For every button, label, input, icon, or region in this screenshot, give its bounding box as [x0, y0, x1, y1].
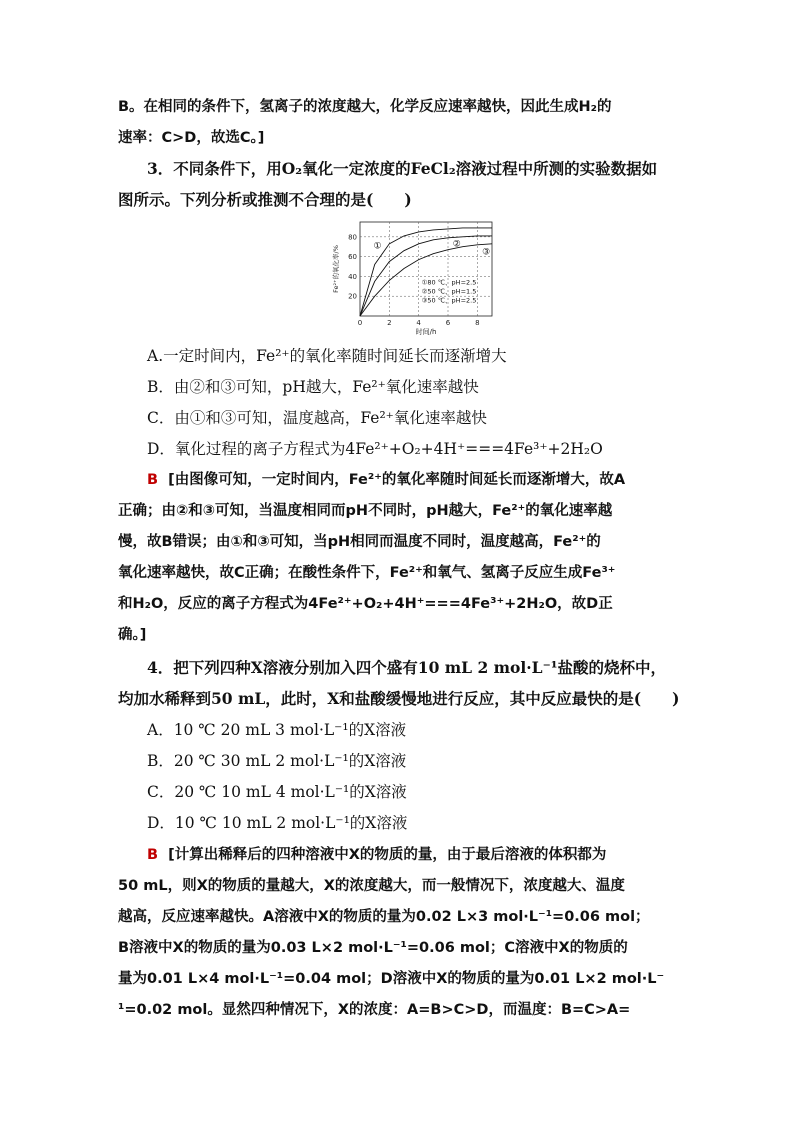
answer-3-letter: B — [147, 472, 159, 488]
answer-4-line-2: 50 mL，则X的物质的量越大，X的浓度越大，而一般情况下，浓度越大、温度 — [118, 878, 625, 894]
oxidation-rate-chart — [330, 216, 500, 336]
answer-4-letter: B — [147, 847, 159, 863]
prev-answer-line-2: 速率：C>D，故选C。] — [118, 130, 265, 146]
question-4-stem-1: 4．把下列四种X溶液分别加入四个盛有10 mL 2 mol·L⁻¹盐酸的烧杯中， — [147, 658, 667, 677]
chart-marks — [360, 228, 492, 316]
legend-entry-1: ①80 ℃、pH=2.5 — [421, 278, 477, 287]
answer-4-line-5: 量为0.01 L×4 mol·L⁻¹=0.04 mol；D溶液中X的物质的量为0.01 L×2 mol·L⁻ — [118, 971, 665, 987]
curve-label-1: ① — [373, 241, 382, 252]
y-tick-label: 40 — [348, 272, 357, 281]
answer-4-line-1 — [147, 844, 606, 866]
answer-4-line-4: B溶液中X的物质的量为0.03 L×2 mol·L⁻¹=0.06 mol；C溶液中X的物质的 — [118, 940, 628, 956]
answer-3-line-2: 正确；由②和③可知，当温度相同而pH不同时，pH越大，Fe²⁺的氧化速率越 — [118, 503, 613, 519]
answer-4-line-6: ¹=0.02 mol。显然四种情况下，X的浓度：A=B>C>D，而温度：B=C>A= — [118, 1002, 631, 1018]
curve-label-2: ② — [452, 239, 461, 250]
x-tick-label: 4 — [416, 319, 421, 327]
option-4-b: B．20 ℃ 30 mL 2 mol·L⁻¹的X溶液 — [147, 752, 407, 770]
question-4-stem-2: 均加水稀释到50 mL，此时，X和盐酸缓慢地进行反应，其中反应最快的是( ) — [118, 689, 680, 708]
option-3-a: A.一定时间内，Fe²⁺的氧化率随时间延长而逐渐增大 — [147, 347, 507, 365]
question-3-stem-1: 3．不同条件下，用O₂氧化一定浓度的FeCl₂溶液过程中所测的实验数据如 — [147, 159, 658, 178]
x-tick-label: 0 — [357, 319, 363, 327]
option-3-b: B．由②和③可知，pH越大，Fe²⁺氧化速率越快 — [147, 378, 479, 396]
x-tick-label: 8 — [475, 319, 480, 327]
answer-3-line-5: 和H₂O，反应的离子方程式为4Fe²⁺+O₂+4H⁺===4Fe³⁺+2H₂O，故D正 — [118, 596, 613, 612]
legend-entry-2: ②50 ℃、pH=1.5 — [421, 287, 477, 296]
x-tick-label: 6 — [445, 319, 451, 327]
x-axis-label: 时间/h — [415, 328, 437, 336]
y-tick-label: 60 — [348, 253, 357, 262]
y-tick-label: 80 — [348, 233, 357, 242]
answer-3-line-6: 确。] — [118, 627, 147, 643]
y-axis-label: Fe²⁺的氧化率/% — [332, 245, 340, 293]
answer-4-text-1: [计算出稀释后的四种溶液中X的物质的量，由于最后溶液的体积都为 — [168, 847, 607, 863]
answer-3-line-1 — [147, 469, 625, 491]
answer-4-line-3: 越高，反应速率越快。A溶液中X的物质的量为0.02 L×3 mol·L⁻¹=0.06 mol； — [118, 909, 650, 925]
legend-entry-3: ③50 ℃、pH=2.5 — [421, 296, 477, 305]
question-3-stem-2: 图所示。下列分析或推测不合理的是( ) — [118, 190, 412, 209]
option-3-c: C．由①和③可知，温度越高，Fe²⁺氧化速率越快 — [147, 409, 487, 427]
answer-3-line-4: 氧化速率越快，故C正确；在酸性条件下，Fe²⁺和氧气、氢离子反应生成Fe³⁺ — [118, 565, 616, 581]
y-tick-label: 20 — [348, 292, 357, 301]
option-3-d: D．氧化过程的离子方程式为4Fe²⁺+O₂+4H⁺===4Fe³⁺+2H₂O — [147, 440, 603, 458]
answer-3-line-3: 慢，故B错误；由①和③可知，当pH相同而温度不同时，温度越高，Fe²⁺的 — [118, 534, 601, 550]
x-tick-label: 2 — [387, 319, 392, 327]
option-4-a: A．10 ℃ 20 mL 3 mol·L⁻¹的X溶液 — [147, 721, 407, 739]
curve-label-3: ③ — [482, 247, 491, 258]
option-4-d: D．10 ℃ 10 mL 2 mol·L⁻¹的X溶液 — [147, 814, 408, 832]
answer-3-text-1: [由图像可知，一定时间内，Fe²⁺的氧化率随时间延长而逐渐增大，故A — [168, 472, 626, 488]
prev-answer-line-1: B。在相同的条件下，氢离子的浓度越大，化学反应速率越快，因此生成H₂的 — [118, 99, 612, 115]
option-4-c: C．20 ℃ 10 mL 4 mol·L⁻¹的X溶液 — [147, 783, 407, 801]
